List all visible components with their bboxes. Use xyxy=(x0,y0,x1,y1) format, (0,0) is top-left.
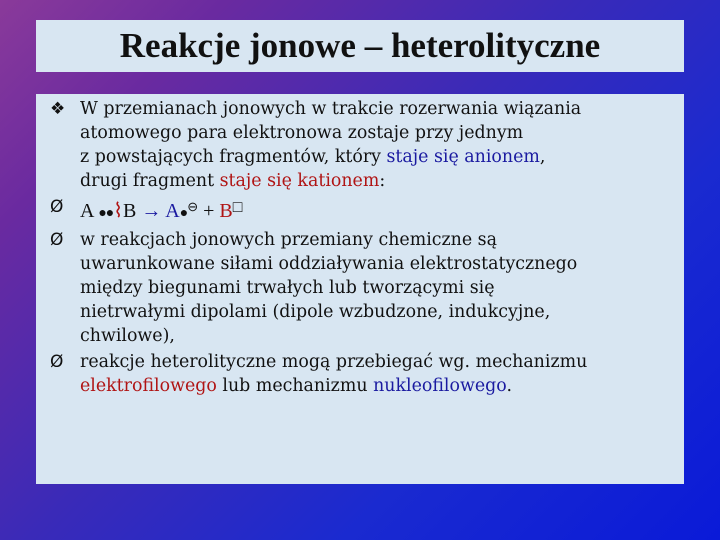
bond-break-icon: ⌇ xyxy=(113,200,124,222)
electron-pair-icon: ●● xyxy=(98,206,114,221)
text-line: nietrwałymi dipolami (dipole wzbudzone, indukcyjne, xyxy=(80,302,551,322)
bullet-item-1 xyxy=(46,97,674,193)
cation-highlight: staje się kationem xyxy=(219,171,380,191)
anion-a: A xyxy=(165,200,180,222)
cation-b: B xyxy=(219,200,233,222)
bullet-item-3 xyxy=(46,350,674,398)
text-segment: . xyxy=(506,376,512,396)
electrophilic-highlight: elektrofilowego xyxy=(80,376,217,396)
slide-title: Reakcje jonowe – heterolityczne xyxy=(119,26,601,65)
text-segment: : xyxy=(379,171,386,191)
text-segment: , xyxy=(539,147,546,167)
anion-electron-icon: ● xyxy=(179,206,188,221)
text-line: między biegunami trwałych lub tworzącymi się xyxy=(80,278,495,298)
text-line xyxy=(80,145,674,169)
text-line: atomowego para elektronowa zostaje przy jednym xyxy=(80,123,524,143)
text-line: chwilowe), xyxy=(80,326,175,346)
diamond-bullet-icon: ❖ xyxy=(50,99,66,119)
plus-sign: + xyxy=(203,200,215,222)
text-segment: lub mechanizmu xyxy=(216,376,374,396)
bullet-item-2 xyxy=(46,228,674,348)
arrow-bullet-icon: Ø xyxy=(50,352,64,372)
nucleophilic-highlight: nukleofilowego xyxy=(373,376,507,396)
positive-charge-icon: □ xyxy=(232,199,243,216)
atom-a: A xyxy=(80,200,94,222)
text-line xyxy=(80,374,674,398)
anion-highlight: staje się anionem xyxy=(386,147,540,167)
text-segment: drugi fragment xyxy=(80,171,220,191)
text-line: W przemianach jonowych w trakcie rozerwania wiązania xyxy=(80,99,582,119)
text-line xyxy=(80,169,674,193)
text-line: reakcje heterolityczne mogą przebiegać wg. mechanizmu xyxy=(80,352,588,372)
negative-charge-icon: ⊖ xyxy=(187,199,199,214)
text-segment: z powstających fragmentów, który xyxy=(80,147,387,167)
arrow-bullet-icon: Ø xyxy=(50,230,64,250)
arrow-bullet-icon: Ø xyxy=(50,197,64,217)
title-panel xyxy=(36,20,684,72)
text-line: w reakcjach jonowych przemiany chemiczne są xyxy=(80,230,497,250)
text-line: uwarunkowane siłami oddziaływania elektrostatycznego xyxy=(80,254,578,274)
bullet-item-equation xyxy=(46,195,674,226)
reaction-equation xyxy=(80,195,674,226)
atom-b: B xyxy=(123,200,137,222)
content-panel xyxy=(36,94,684,484)
reaction-arrow-icon: → xyxy=(141,200,162,222)
